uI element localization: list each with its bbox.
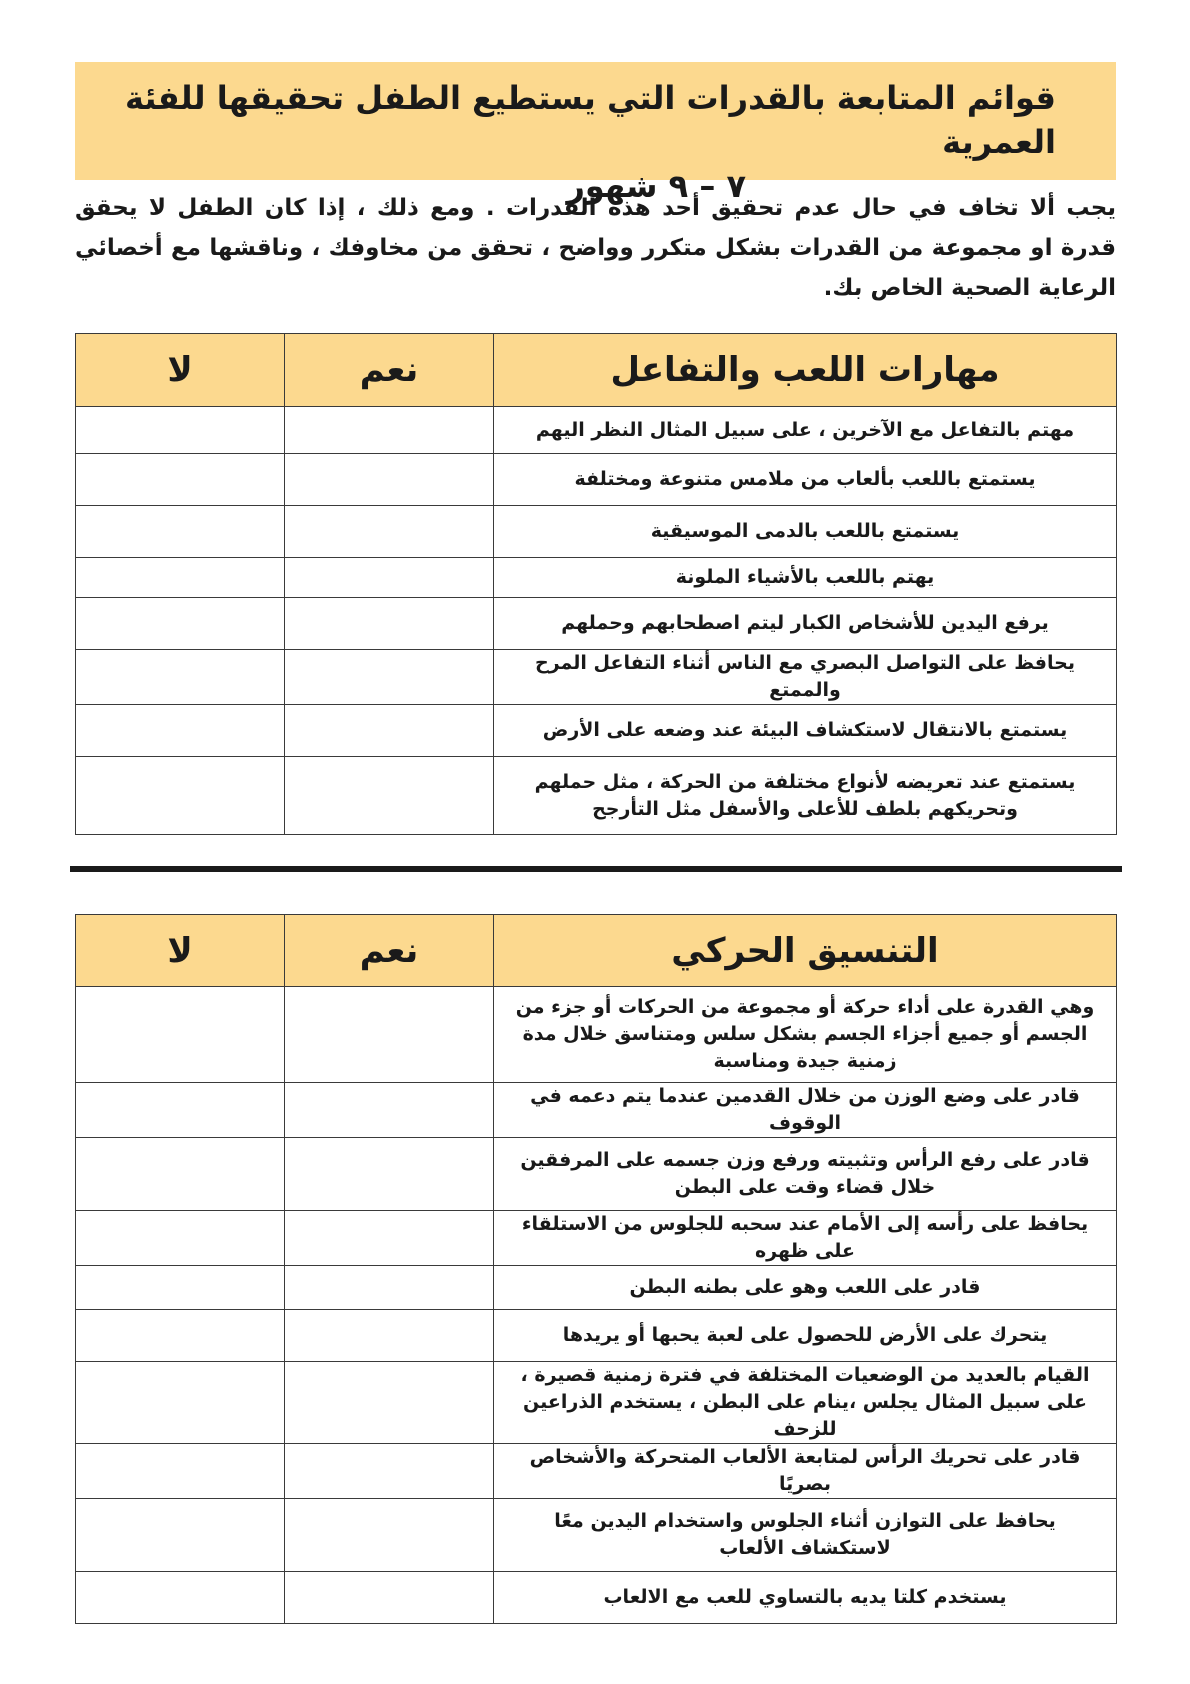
skill-cell: قادر على رفع الرأس وتثبيته ورفع وزن جسمه على المرفقين خلال قضاء وقت على البطن [494,1138,1117,1211]
yes-checkbox-cell[interactable] [285,558,494,598]
table-row [76,1138,1117,1211]
no-checkbox-cell[interactable] [76,987,285,1083]
skill-cell: يحافظ على رأسه إلى الأمام عند سحبه للجلوس من الاستلقاء على ظهره [494,1211,1117,1266]
no-checkbox-cell[interactable] [76,598,285,650]
no-checkbox-cell[interactable] [76,757,285,835]
table-row [76,705,1117,757]
no-checkbox-cell[interactable] [76,407,285,454]
skill-column-header: التنسيق الحركي [494,915,1117,987]
skill-cell: قادر على اللعب وهو على بطنه البطن [494,1266,1117,1310]
no-checkbox-cell[interactable] [76,558,285,598]
no-checkbox-cell[interactable] [76,506,285,558]
skill-cell: قادر على وضع الوزن من خلال القدمين عندما يتم دعمه في الوقوف [494,1083,1117,1138]
yes-checkbox-cell[interactable] [285,757,494,835]
skill-cell: يستمتع عند تعريضه لأنواع مختلفة من الحركة ، مثل حملهم وتحريكهم بلطف للأعلى والأسفل مثل التأرجح [494,757,1117,835]
skill-column-header: مهارات اللعب والتفاعل [494,334,1117,407]
yes-checkbox-cell[interactable] [285,1499,494,1572]
skill-cell: يستمتع باللعب بألعاب من ملامس متنوعة ومختلفة [494,454,1117,506]
skill-cell: القيام بالعديد من الوضعيات المختلفة في فترة زمنية قصيرة ، على سبيل المثال يجلس ،ينام على البطن ، يستخدم الذراعين للزحف [494,1362,1117,1444]
intro-paragraph: يجب ألا تخاف في حال عدم تحقيق أحد هذه القدرات . ومع ذلك ، إذا كان الطفل لا يحقق قدرة او مجموعة من القدرات بشكل متكرر وواضح ، تحقق من مخاوفك ، وناقشها مع أخصائي الرعاية الصحية الخاص بك. [75,195,1116,301]
table-header-row [76,915,1117,987]
page-title-line-2: ٧ – ٩ شهور [566,167,746,205]
page-title [75,62,1116,205]
table-row [76,558,1117,598]
table-row [76,598,1117,650]
yes-checkbox-cell[interactable] [285,454,494,506]
skill-cell: يستخدم كلتا يديه بالتساوي للعب مع الالعاب [494,1572,1117,1624]
section-divider [70,866,1122,872]
no-checkbox-cell[interactable] [76,705,285,757]
table-row [76,1572,1117,1624]
skill-cell: يستمتع بالانتقال لاستكشاف البيئة عند وضعه على الأرض [494,705,1117,757]
no-checkbox-cell[interactable] [76,1310,285,1362]
yes-checkbox-cell[interactable] [285,598,494,650]
table-row [76,1499,1117,1572]
yes-checkbox-cell[interactable] [285,407,494,454]
page-title-line-1: قوائم المتابعة بالقدرات التي يستطيع الطفل تحقيقها للفئة العمرية [124,79,1056,161]
no-checkbox-cell[interactable] [76,650,285,705]
skill-cell: يهتم باللعب بالأشياء الملونة [494,558,1117,598]
yes-checkbox-cell[interactable] [285,650,494,705]
no-checkbox-cell[interactable] [76,1083,285,1138]
yes-column-header: نعم [285,334,494,407]
motor-coordination-table [75,914,1117,1624]
table-row [76,454,1117,506]
yes-column-header: نعم [285,915,494,987]
skill-cell: يحافظ على التوازن أثناء الجلوس واستخدام اليدين معًا لاستكشاف الألعاب [494,1499,1117,1572]
yes-checkbox-cell[interactable] [285,1310,494,1362]
yes-checkbox-cell[interactable] [285,1362,494,1444]
no-column-header: لا [76,915,285,987]
yes-checkbox-cell[interactable] [285,705,494,757]
table-header-row [76,334,1117,407]
no-checkbox-cell[interactable] [76,1444,285,1499]
table-row [76,1211,1117,1266]
skill-cell: قادر على تحريك الرأس لمتابعة الألعاب المتحركة والأشخاص بصريًا [494,1444,1117,1499]
no-column-header: لا [76,334,285,407]
skill-cell: يرفع اليدين للأشخاص الكبار ليتم اصطحابهم وحملهم [494,598,1117,650]
yes-checkbox-cell[interactable] [285,1138,494,1211]
table-row [76,1310,1117,1362]
skill-cell: يحافظ على التواصل البصري مع الناس أثناء التفاعل المرح والممتع [494,650,1117,705]
skill-cell: يتحرك على الأرض للحصول على لعبة يحبها أو يريدها [494,1310,1117,1362]
no-checkbox-cell[interactable] [76,1572,285,1624]
yes-checkbox-cell[interactable] [285,1083,494,1138]
no-checkbox-cell[interactable] [76,1266,285,1310]
no-checkbox-cell[interactable] [76,1138,285,1211]
no-checkbox-cell[interactable] [76,1362,285,1444]
no-checkbox-cell[interactable] [76,454,285,506]
yes-checkbox-cell[interactable] [285,506,494,558]
table-row [76,506,1117,558]
skill-cell: يستمتع باللعب بالدمى الموسيقية [494,506,1117,558]
table-row [76,757,1117,835]
table-row [76,650,1117,705]
yes-checkbox-cell[interactable] [285,987,494,1083]
table-row [76,1083,1117,1138]
play-skills-table [75,333,1117,835]
table-row [76,987,1117,1083]
yes-checkbox-cell[interactable] [285,1266,494,1310]
table-row [76,1444,1117,1499]
skill-cell: مهتم بالتفاعل مع الآخرين ، على سبيل المثال النظر اليهم [494,407,1117,454]
yes-checkbox-cell[interactable] [285,1444,494,1499]
table-row [76,1362,1117,1444]
yes-checkbox-cell[interactable] [285,1211,494,1266]
skill-cell: وهي القدرة على أداء حركة أو مجموعة من الحركات أو جزء من الجسم أو جميع أجزاء الجسم بشكل سلس ومتناسق خلال مدة زمنية جيدة ومناسبة [494,987,1117,1083]
no-checkbox-cell[interactable] [76,1211,285,1266]
yes-checkbox-cell[interactable] [285,1572,494,1624]
table-row [76,407,1117,454]
table-row [76,1266,1117,1310]
no-checkbox-cell[interactable] [76,1499,285,1572]
